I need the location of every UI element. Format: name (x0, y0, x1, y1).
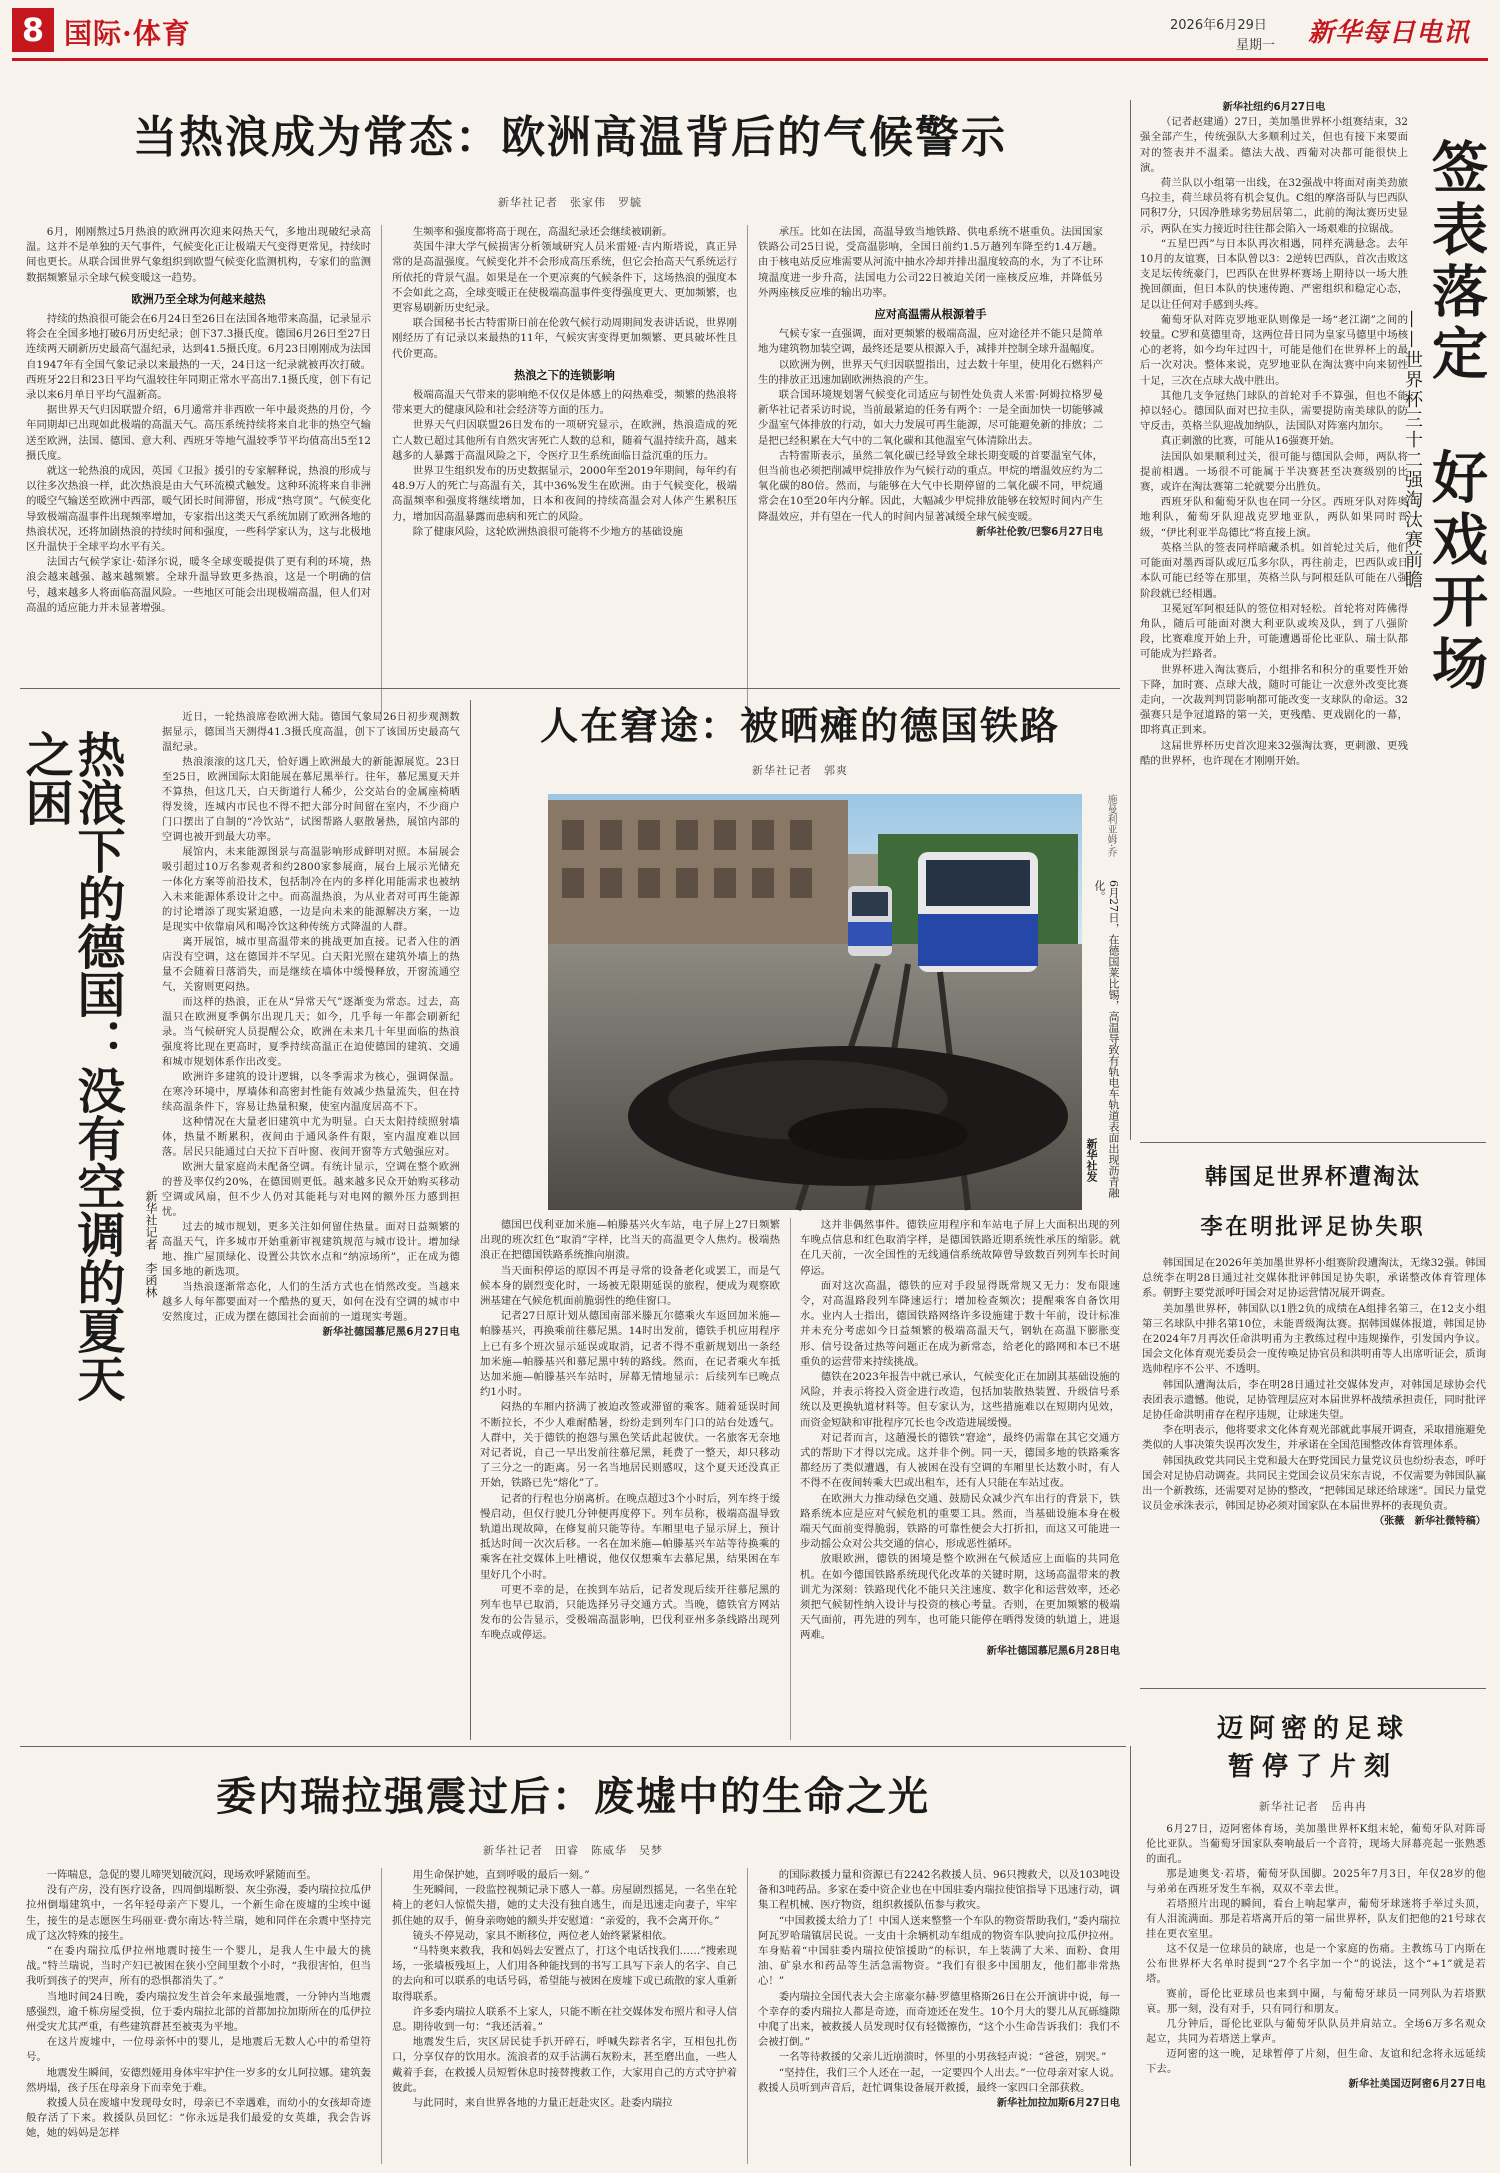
paragraph: 6月27日，迈阿密体育场，美加墨世界杯K组末轮，葡萄牙队对阵哥伦比亚队。当葡萄牙国家队奏响最后一个音符，现场大屏幕亮起一张熟悉的面孔。 (1146, 1824, 1486, 1865)
paragraph: 其他几支争冠热门球队的首轮对手不算强，但也不能掉以轻心。德国队面对巴拉圭队，需要提防南美球队的防守反击，英格兰队迎战加纳队，法国队对阵塞内加尔。 (1140, 389, 1408, 433)
page-number-badge: 8 (12, 8, 54, 52)
paragraph: “坚持住，我们三个人还在一起，一定要四个人出去。”一位母亲对家人说。救援人员听到声音后，赶忙调集设备展开救援，最终一家四口全部获救。 (758, 2066, 1120, 2094)
paragraph: 而这样的热浪，正在从“异常天气”逐渐变为常态。过去，高温只在欧洲夏季偶尔出现几天；如今，几乎每一年都会刷新纪录。当气候研究人员提醒公众，欧洲在未来几十年里面临的热浪强度将比现在更高时，夏季持续高温正在迫使德国的建筑、交通和城市规划体系作出改变。 (162, 997, 460, 1068)
paragraph: 没有产房，没有医疗设备，四周倒塌断裂、灰尘弥漫，委内瑞拉拉瓜伊拉州倒塌建筑中，一名年轻母亲产下婴儿，一个新生命在废墟的尘埃中诞生，接生的是志愿医生玛丽亚·费尔南达·特兰瑞，她和同伴在余震中坚持完成了这次特殊的接生。 (26, 1884, 371, 1942)
paragraph: 荷兰队以小组第一出线，在32强战中将面对南美劲旅乌拉圭，荷兰球员将有机会复仇。C组的摩洛哥队与巴西队同积7分，只因净胜球劣势屈居第二，此前的淘汰赛历史显示，两队在实力接近时往往都会陷入一场艰难的拉锯战。 (1140, 177, 1408, 235)
korea-subheadline: 李在明批评足协失职 (1200, 1214, 1426, 1240)
dateline: （张薇 新华社微特稿） (1373, 1516, 1486, 1528)
subheading: 热浪之下的连锁影响 (514, 368, 615, 382)
dateline: 新华社纽约6月27日电 (1222, 102, 1326, 113)
paragraph: 若塔照片出现的瞬间，看台上响起掌声，葡萄牙球迷将手举过头顶，有人泪流满面。那是若塔离开后的第一届世界杯，队友们把他的21号球衣挂在更衣室里。 (1146, 1899, 1486, 1940)
paragraph: （记者赵建通）27日，美加墨世界杯小组赛结束，32强全部产生，传统强队大多顺利过关，但也有接下来要面对的签表并不温柔。德法大战、西葡对决都可能很快上演。 (1140, 116, 1408, 174)
dateline: 新华社德国慕尼黑6月27日电 (322, 1327, 460, 1338)
venezuela-divider-2 (747, 1868, 748, 2164)
rail-divider (790, 1218, 791, 1740)
paragraph: 迈阿密的这一晚，足球暂停了片刻，但生命、友谊和纪念将永远延续下去。 (1146, 2049, 1486, 2075)
paragraph: 美加墨世界杯，韩国队以1胜2负的成绩在A组排名第三，在12支小组第三名球队中排名第10位，未能晋级淘汰赛。据韩国媒体报道，韩国足协在2024年7月再次任命洪明甫为主教练过程中违规操作，引发国内争议。国会文化体育观光委员会一度传唤足协官员和洪明甫等人出席听证会，质询选帅程序不公平、不透明。 (1142, 1302, 1486, 1376)
heat-col-3 (758, 225, 1103, 715)
paragraph: 古特雷斯表示，虽然二氧化碳已经导致全球长期变暖的首要温室气体，但当前也必须把削减甲烷排放作为气候行动的重点。甲烷的增温效应约为二氧化碳的80倍。然而，与能够在大气中长期停留的二氧化碳不同，甲烷通常会在10至20年内分解。因此，大幅减少甲烷排放能够在较短时间内产生降温效应，并有望在一代人的时间内显著减缓全球气候变暖。 (758, 449, 1103, 523)
rail-col-1 (480, 1218, 780, 1740)
worldcup-subtitle: ——世界杯三十二强淘汰赛前瞻 (1402, 310, 1423, 590)
paragraph: 极端高温天气带来的影响绝不仅仅是体感上的闷热难受，频繁的热浪将带来更大的健康风险和社会经济等方面的压力。 (392, 389, 737, 417)
paragraph: 一名等待救援的父亲儿近崩溃时，怀里的小男孩轻声说：“爸爸，别哭。” (778, 2051, 1107, 2064)
paragraph: 据世界天气归因联盟介绍，6月通常并非西欧一年中最炎热的月份，今年同期却已出现如此极端的高温天气。高压系统持续将来自北非的热空气输送至欧洲，法国、德国、意大利、西班牙等地气温较季节平均值高出5至12摄氏度。 (26, 404, 371, 462)
paragraph: 当热浪逐渐常态化，人们的生活方式也在悄然改变。当越来越多人每年都要面对一个酷热的夏天，如何在没有空调的城市中安然度过，正成为摆在德国社会面前的一道现实考题。 (162, 1282, 460, 1323)
rail-col-2 (800, 1218, 1120, 1740)
issue-weekday: 星期一 (1236, 38, 1276, 53)
paragraph: 葡萄牙队对阵克罗地亚队则像是一场“老江湖”之间的较量。C罗和莫德里奇，这两位昔日同为皇家马德里中场核心的老将，如今均年过四十，可能是他们在世界杯上的最后一次对决。整体来说，克罗地亚队在淘汰赛中向来韧性十足，三次在点球大战中胜出。 (1140, 313, 1408, 387)
rail-photo-caption: 6月27日，在德国莱比锡，高温导致有轨电车轨道表面出现沥青融化。 (1093, 880, 1120, 1198)
paragraph: 气候专家一直强调，面对更频繁的极端高温，应对途径并不能只是简单地为建筑物加装空调，最终还是要从根源入手，减排并控制全球升温幅度。 (758, 328, 1103, 356)
paragraph: 的国际救援力量和资源已有2242名救援人员、96只搜救犬，以及103吨设备和3吨药品。多家在委中资企业也在中国驻委内瑞拉使馆指导下迅速行动，调集工程机械、医疗物资，组织救援队伍参与救灾。 (758, 1869, 1120, 1912)
paragraph: 赛前，哥伦比亚球员也来到中圈，与葡萄牙球员一同列队为若塔默哀。那一刻，没有对手，只有同行和朋友。 (1146, 1989, 1486, 2015)
paragraph: 李在明表示，他将要求文化体育观光部就此事展开调查，采取措施避免类似的人事决策失误再次发生，并承诺在全国范围整改体育管理体系。 (1142, 1424, 1486, 1452)
heat-col-2 (392, 225, 737, 715)
paragraph: 委内瑞拉全国代表大会主席豪尔赫·罗德里格斯26日在公开演讲中说，每一个幸存的委内瑞拉人都是奇迹，而奇迹还在发生。10个月大的婴儿从瓦砾缝隙中爬了出来，被救援人员发现时仅有轻微擦伤，“这个小生命告诉我们：我们不会被打倒。” (758, 1990, 1120, 2049)
venezuela-divider-1 (381, 1868, 382, 2164)
paragraph: 一阵喘息，急促的婴儿啼哭划破沉闷，现场欢呼紧随而至。 (46, 1869, 317, 1881)
heat-col-1 (26, 225, 371, 715)
paragraph: 以欧洲为例，世界天气归因联盟指出，过去数十年里，使用化石燃料产生的排放正迅速加剧欧洲热浪的产生。 (758, 358, 1103, 386)
paragraph: 与此同时，来自世界各地的力量正赶赴灾区。赴委内瑞拉 (412, 2097, 673, 2110)
dateline: 新华社德国慕尼黑6月28日电 (986, 1645, 1120, 1657)
venezuela-byline: 新华社记者 田睿 陈威华 吴梦 (483, 1844, 663, 1857)
paragraph: 承压。比如在法国，高温导致当地铁路、供电系统不堪重负。法国国家铁路公司25日说，受高温影响，全国日前约1.5万趟列车降至约1.4万趟。由于核电站反应堆需要从河流中抽水冷却并排出温度较高的水，为了不让环境温度进一步升高，法国电力公司22日被迫关闭一座核反应堆，并降低另外两座核反应堆的输出功率。 (758, 226, 1103, 299)
paragraph: 那是迪奥戈·若塔，葡萄牙队国脚。2025年7月3日，年仅28岁的他与弟弟在西班牙发生车祸，双双不幸去世。 (1146, 1869, 1486, 1895)
heat-divider-2 (747, 225, 748, 715)
rail-photo-art (548, 794, 1082, 1210)
heat-byline: 新华社记者 张家伟 罗毓 (498, 196, 642, 209)
paragraph: 欧洲许多建筑的设计逻辑，以冬季需求为核心，强调保温。在寒冷环境中，厚墙体和高密封性能有效减少热量流失，但在持续高温条件下，容易让热量积聚，使室内温度居高不下。 (162, 1072, 460, 1113)
rail-byline: 新华社记者 郭爽 (752, 764, 848, 777)
venezuela-top-rule (20, 1746, 1126, 1747)
paragraph: 法国古气候学家让·茹泽尔说，暖冬全球变暖提供了更有利的环境，热浪会越来越强、越来越频繁。全球升温导致更多热浪，这是一个明确的信号，越来越多人将面临高温风险。一些地区可能会出现极端高温，但人们对高温的适应能力并未显著增强。 (26, 556, 371, 614)
dateline: 新华社加拉加斯6月27日电 (996, 2098, 1120, 2110)
paragraph: 救援人员在废墟中发现母女时，母亲已不幸遇难，而幼小的女孩却奇迹般存活了下来。救援队员回忆：“你永远是我们最爱的女英雄，我会告诉她，她的妈妈是怎样 (26, 2097, 371, 2140)
paragraph: “五星巴西”与日本队再次相遇，同样充满悬念。去年10月的友谊赛，日本队曾以3：2逆转巴西队，首次击败这支足坛传统豪门，巴西队在世界杯赛场上期待以一场大胜挽回颜面，但日本队的快速传跑、严密组织和稳定心态，足以让任何对手感到头疼。 (1140, 237, 1408, 311)
paragraph: 地震发生瞬间，安德烈娅用身体牢牢护住一岁多的女儿阿拉娜。建筑轰然坍塌，孩子压在母亲身下而幸免于难。 (26, 2066, 371, 2094)
korea-body (1142, 1256, 1486, 1686)
paragraph: 联合国环境规划署气候变化司适应与韧性处负责人米雷·阿姆拉格罗曼新华社记者采访时说，当前最紧迫的任务有两个：一是全面加快一切能够减少温室气体排放的行动，如大力发展可再生能源，尽可能避免新的排放；二是把已经积累在大气中的二氧化碳和其他温室气体清除出去。 (758, 389, 1103, 447)
paragraph: 这种情况在大量老旧建筑中尤为明显。白天太阳持续照射墙体，热量不断累积，夜间由于通风条件有限，室内温度难以回落。居民只能通过白天拉下百叶窗、夜间开窗等方式勉强应对。 (162, 1117, 460, 1158)
paragraph: 就这一轮热浪的成因，英国《卫报》援引的专家解释说，热浪的形成与以往多次热浪一样，此次热浪是由大气环流模式触发。这种环流将来自非洲的暖空气输送至欧洲中西部，暖气团长时间滞留，形成“热穹顶”。气候变化导致极端高温事件出现频率增加，专家指出这类天气系统加剧了欧洲各地的热浪状况，还将加剧热浪的持续时间和强度，一些科学家认为，这与北极地区升温快于全球平均水平有关。 (26, 465, 371, 554)
paragraph: “马特奥来救我，我和妈妈去安置点了，打这个电话找我们……”搜索现场，一张墙板残垣上，人们用各种能找到的书写工具写下亲人的名字、自己的去向和可以联系的电话号码，希望能与被困在废墟下或已疏散的家人重新取得联系。 (392, 1945, 737, 2003)
paragraph: 西班牙队和葡萄牙队也在同一分区。西班牙队对阵奥地利队，葡萄牙队迎战克罗地亚队，两队如果同时晋级，“伊比利亚半岛德比”将直接上演。 (1140, 496, 1408, 539)
paragraph: 6月，刚刚熬过5月热浪的欧洲再次迎来闷热天气，多地出现破纪录高温。这并不是单独的天气事件，气候变化正让极端天气变得更常见，持续时间也更长。从联合国世界气象组织到欧盟气候变化监测机构，专家们的监测数据频繁显示全球气候变暖这一趋势。 (26, 226, 371, 284)
korea-top-rule (1140, 1142, 1486, 1143)
paragraph: 在这片废墟中，一位母亲怀中的婴儿，是地震后无数人心中的希望符号。 (26, 2036, 371, 2064)
paragraph: 持续的热浪很可能会在6月24日至26日在法国各地带来高温，记录显示将会在全国多地打破6月历史纪录；创下37.3摄氏度。德国6月26日至27日连续两天刷新历史最高气温纪录，达到41.5摄氏度。6月23日刚刚成为法国自1947年有全国气象记录以来最热的一天，24日这一纪录就被再次打破。西班牙22日和23日平均气温较往年同期正常水平高出7.1摄氏度，创下有记录以来6月单日平均气温新高。 (26, 313, 371, 402)
worldcup-title: 签表落定 好戏开场 (1423, 138, 1489, 696)
paragraph: 记者的行程也分崩离析。在晚点超过3个小时后，列车终于缓慢启动，但仅行驶几分钟便再度停下。列车员称，极端高温导致轨道出现故障，在修复前只能等待。车厢里电子显示屏上，预计抵达时间一次次后移。一名在加米施—帕滕基兴车站等待换乘的乘客在社交媒体上吐槽说，他仅仅想乘车去慕尼黑，结果困在车里好几个小时。 (480, 1492, 780, 1581)
paragraph: 世界杯进入淘汰赛后，小组排名和积分的重要性开始下降，加时赛、点球大战，随时可能让一次意外改变比赛走向，一次裁判判罚影响都可能改变一支球队的命运。32强赛只是争冠道路的第一关，更残酷、更戏剧化的一幕，即将真正到来。 (1140, 663, 1408, 737)
miami-headline-2: 暂停了片刻 (1227, 1752, 1398, 1782)
right-column-rule (1130, 100, 1131, 1140)
paragraph: 除了健康风险，这轮欧洲热浪很可能将不少地方的基础设施 (412, 525, 683, 538)
paragraph: 德铁在2023年报告中就已承认，气候变化正在加剧其基础设施的风险，并表示将投入资金进行改造，包括加装散热装置、升级信号系统以及更换轨道材料等。但专家认为，这些措施难以在短期内见效，而资金短缺和审批程序冗长也令改造进展缓慢。 (800, 1371, 1120, 1429)
paragraph: 闷热的车厢内挤满了被迫改签或滞留的乘客。随着延误时间不断拉长，不少人难耐酷暑，纷纷走到列车门口的站台处透气。人群中，关于德铁的抱怨与黑色笑话此起彼伏。一名旅客无奈地对记者说，自己一早出发前往慕尼黑，耗费了一整天，却只移动了三分之一的距离。另一名当地居民则感叹，这个夏天还没真正开始，铁路已先“熔化”了。 (480, 1401, 780, 1490)
venezuela-col-1 (26, 1868, 371, 2164)
paragraph: 德国巴伐利亚加米施—帕滕基兴火车站，电子屏上27日频繁出现的班次红色“取消”字样，比当天的高温更令人焦灼。极端热浪正在把德国铁路系统推向崩溃。 (480, 1219, 780, 1262)
masthead (0, 0, 1500, 62)
paragraph: “中国救援太给力了！中国人送来整整一个车队的物资帮助我们，”委内瑞拉阿瓦罗哈瑞镇居民说。一支由十余辆机动车组成的物资车队驶向拉瓜伊拉州。车身贴着“中国驻委内瑞拉使馆援助”的标识，车上装满了大米、面粉、食用油、矿泉水和药品等生活急需物资。“我们有很多中国朋友，他们都非常热心！” (758, 1914, 1120, 1988)
heat-bottom-rule (20, 688, 1120, 689)
subheading: 应对高温需从根源着手 (874, 308, 987, 322)
venezuela-col-2 (392, 1868, 737, 2164)
paragraph: 许多委内瑞拉人联系不上家人，只能不断在社交媒体发布照片和寻人信息。期待收到一句：“我还活着。” (392, 2005, 737, 2034)
paragraph: 英格兰队的签表同样暗藏杀机。如首轮过关后，他们可能面对墨西哥队或厄瓜多尔队，再往前走，巴西队或日本队可能已经等在那里，英格兰队与阿根廷队可能在八强阶段就已经相遇。 (1140, 541, 1408, 600)
dateline: 新华社伦敦/巴黎6月27日电 (976, 526, 1103, 538)
paragraph: 韩国队遭淘汰后，李在明28日通过社交媒体发声，对韩国足球协会代表团表示遗憾。他说，足协管理层应对本届世界杯战绩承担责任，同时批评足协任命洪明甫存在程序违规，让球迷失望。 (1142, 1378, 1486, 1422)
paragraph: 展馆内，未来能源图景与高温影响形成鲜明对照。本届展会吸引超过10万名参观者和约2800家参展商，展台上展示光储充一体化方案等前沿技术，包括制冷在内的多样化用能需求也被纳入未来能源体系设计之中。而高温热浪，为从业者对可再生能源的讨论增添了现实紧迫感，一边是向未来的能源解决方案，一边是现实中依靠扇风和喝冷饮这种传统方式降温的人群。 (162, 847, 460, 933)
paragraph: 当地时间24日晚，委内瑞拉发生首会年来最强地震，一分钟内当地震感强烈，逾千栋房屋受损，位于委内瑞拉北部的首都加拉加斯所在的瓜伊拉州受灾尤其严重，有些建筑群甚至被夷为平地。 (26, 1990, 371, 2034)
paper-logo: 新华每日电讯 (1308, 18, 1471, 48)
paragraph: 真正刺激的比赛，可能从16强赛开始。 (1160, 435, 1341, 448)
paragraph: 韩国执政党共同民主党和最大在野党国民力量党议员也纷纷表态，呼吁国会对足协启动调查。共同民主党国会议员宋东吉说，不仅需要为韩国队赢出一个新教练，还需要对足协的整改，“把韩国足球还给球迷”。国民力量党议员金承洙表示，韩国足协必须对国家队在本届世界杯的表现负责。 (1142, 1454, 1486, 1513)
miami-top-rule (1140, 1688, 1486, 1689)
germany-heat-rule (470, 700, 471, 1740)
miami-body (1146, 1822, 1486, 2166)
paragraph: 在欧洲大力推动绿色交通、鼓励民众减少汽车出行的背景下，铁路系统本应是应对气候危机的重要工具。然而，当基础设施本身在极端天气面前变得脆弱，铁路的可靠性便会大打折扣，而这又可能进一步动摇公众对公共交通的信心，形成恶性循环。 (800, 1492, 1120, 1551)
section-name: 国际·体育 (64, 17, 191, 50)
paragraph: 几分钟后，哥伦比亚队与葡萄牙队队员并肩站立。全场6万多名观众起立，共同为若塔送上掌声。 (1146, 2019, 1486, 2045)
paragraph: 面对这次高温，德铁的应对手段显得既常规又无力：发布限速令，对高温路段列车降速运行；增加检查频次；提醒乘客自备饮用水。业内人士指出，德国铁路网络许多设施建于数十年前，设计标准并未充分考虑如今日益频繁的极端高温天气，钢轨在高温下膨胀变形、信号设备过热等问题正在成为新常态，给老化的路网和本已不堪重负的运营带来持续挑战。 (800, 1279, 1120, 1368)
miami-byline: 新华社记者 岳冉冉 (1259, 1800, 1367, 1813)
paragraph: 生频率和强度都将高于现在，高温纪录还会继续被刷新。 (412, 226, 673, 238)
rail-headline: 人在窘途：被晒瘫的德国铁路 (539, 703, 1060, 748)
paragraph: 英国牛津大学气候损害分析领域研究人员米雷娅·吉内斯塔说，真正异常的是高温强度。气候变化并不会形成高压系统，但它会抬高天气系统运行所依托的背景气温。如果是在一个更凉爽的气候条件下，这场热浪的强度本不会如此之高，全球变暖正在使极端高温事件变得强度更大、更加频繁，也更容易刷新历史纪录。 (392, 241, 737, 315)
paragraph: 离开展馆，城市里高温带来的挑战更加直接。记者入住的酒店没有空调，这在德国并不罕见。白天阳光照在建筑外墙上的热量不会随着日落消失，而是继续在墙体中缓慢释放，开窗流通空气，关窗则更闷热。 (162, 937, 460, 993)
paragraph: 欧洲大量家庭尚未配备空调。有统计显示，空调在整个欧洲的普及率仅约20%，在德国则更低。越来越多民众开始购买移动空调或风扇，但不少人仍对其能耗与对电网的额外压力感到担忧。 (162, 1162, 460, 1218)
paragraph: 法国队如果顺利过关，很可能与德国队会师，两队将提前相遇。一场很不可能属于半决赛甚至决赛级别的比赛，或许在淘汰赛第二轮就要分出胜负。 (1140, 450, 1408, 494)
heat-headline: 当热浪成为常态：欧洲高温背后的气候警示 (133, 112, 1007, 163)
venezuela-headline: 委内瑞拉强震过后：废墟中的生命之光 (216, 1773, 930, 1820)
venezuela-col-3 (758, 1868, 1120, 2164)
paragraph: 这不仅是一位球员的缺席，也是一个家庭的伤痛。主教练马丁内斯在公布世界杯大名单时提到“27个名字加一个”的说法，这个“+1”就是若塔。 (1146, 1944, 1486, 1985)
miami-headline-1: 迈阿密的足球 (1216, 1714, 1409, 1744)
paragraph: 这并非偶然事件。德铁应用程序和车站电子屏上大面积出现的列车晚点信息和红色取消字样，是德国铁路近期系统性承压的缩影。就在几天前，一次全国性的无线通信系统故障曾导致数百列列车长时间停运。 (800, 1219, 1120, 1277)
paragraph: 记者27日原计划从德国南部米滕瓦尔德乘火车返回加米施—帕滕基兴，再换乘前往慕尼黑。14时出发前，德铁手机应用程序上已有多个班次显示延误或取消，记者不得不重新规划出一条经加米施—帕滕基兴和慕尼黑中转的路线。然而，在记者乘火车抵达加米施—帕滕基兴车站时，屏幕无情地显示：后续列车已晚点约1小时。 (480, 1310, 780, 1399)
paragraph: 联合国秘书长古特雷斯日前在伦敦气候行动周期间发表讲话说，世界刚刚经历了有记录以来最热的11年，气候灾害变得更加频繁、更具破坏性且代价更高。 (392, 317, 737, 360)
issue-date: 2026年6月29日 (1170, 18, 1267, 33)
rail-photo-credit-sub: 施曼利亚姆·乔 (1105, 794, 1116, 858)
dateline: 新华社美国迈阿密6月27日电 (1348, 2079, 1486, 2090)
paragraph: 用生命保护她，直到呼吸的最后一刻。” (412, 1869, 590, 1881)
rail-photo (548, 794, 1082, 1210)
paragraph: 世界天气归因联盟26日发布的一项研究显示，在欧洲，热浪造成的死亡人数已超过其他所有自然灾害死亡人数的总和，随着气温持续升高，越来越多的人暴露于高温风险之下，令医疗卫生系统面临日益沉重的压力。 (392, 419, 737, 462)
paragraph: 对记者而言，这趟漫长的德铁“窘途”，最终仍需靠在其它交通方式的帮助下才得以完成。这并非个例。同一天，德国多地的铁路乘客都经历了类似遭遇，有人被困在没有空调的车厢里长达数小时，有人不得不在夜间转乘大巴或出租车，还有人只能在车站过夜。 (800, 1431, 1120, 1490)
worldcup-body (1140, 100, 1408, 1138)
paragraph: 可更不幸的是，在挨到车站后，记者发现后续开往慕尼黑的列车也早已取消，只能选择另寻交通方式。当晚，德铁官方网站发布的公告显示，受极端高温影响，巴伐利亚州多条线路出现列车晚点或停运。 (480, 1583, 780, 1642)
heat-divider-1 (381, 225, 382, 715)
korea-headline: 韩国足世界杯遭淘汰 (1204, 1164, 1421, 1190)
paragraph: 地震发生后，灾区居民徒手扒开碎石，呼喊失踪者名字，互相包扎伤口，分享仅存的饮用水。流浪者的双手沾满石灰粉末，甚至磨出血，一些人戴着手套，在救援人员短暂休息时接替搜救工作，大家用自己的方式守护着彼此。 (392, 2036, 737, 2094)
paragraph: 放眼欧洲，德铁的困境是整个欧洲在气候适应上面临的共同危机。在如今德国铁路系统现代化改革的关键时期，这场高温带来的教训尤为深刻：铁路现代化不能只关注速度、数字化和运营效率，还必须把气候韧性纳入设计与投资的核心考量。否则，在更加频繁的极端天气面前，再先进的列车，也可能只能停在晒得发烫的轨道上，进退两难。 (800, 1553, 1120, 1642)
paragraph: 过去的城市规划，更多关注如何留住热量。面对日益频繁的高温天气，许多城市开始重新审视建筑规范与城市设计。增加绿地、推广屋顶绿化、设置公共饮水点和“纳凉场所”，正在成为德国多地的新选项。 (162, 1222, 460, 1278)
germany-heat-body (162, 710, 460, 1738)
masthead-rule (12, 58, 1488, 61)
paragraph: 当天面积停运的原因不再是寻常的设备老化或罢工，而是气候本身的剧烈变化时，一场被无限期延误的旅程，便成为观察欧洲基建在气候危机面前脆弱性的绝佳窗口。 (480, 1264, 780, 1308)
paragraph: “在委内瑞拉瓜伊拉州地震时接生一个婴儿，是我人生中最大的挑战。”特兰瑞说，当时产妇已被困在狭小空间里数个小时，“我很害怕，但当我听到孩子的哭声，所有的恐惧都消失了。” (26, 1945, 371, 1988)
germany-heat-byline: 新华社记者 李函林 (144, 1190, 158, 1298)
paragraph: 世界卫生组织发布的历史数据显示，2000年至2019年期间，每年约有48.9万人的死亡与高温有关，其中36%发生在欧洲。由于气候变化，极端高温频率和强度将继续增加，日本和夜间的持续高温会对人体产生累积压力，增加因高温暴露而患病和死亡的风险。 (392, 465, 737, 523)
paragraph: 卫冕冠军阿根廷队的签位相对轻松。首轮将对阵佛得角队，随后可能面对澳大利亚队或埃及队，到了八强阶段，比赛难度开始上升，可能遭遇哥伦比亚队、瑞士队都可能成为拦路者。 (1140, 602, 1408, 661)
paragraph: 这届世界杯历史首次迎来32强淘汰赛，更刺激、更残酷的世界杯，也许现在才刚刚开始。 (1140, 739, 1408, 767)
paragraph: 生死瞬间，一段监控视频记录下感人一幕。房屋剧烈摇晃，一名坐在轮椅上的老妇人惊慌失措，她的丈夫没有独自逃生，而是迅速走向妻子，牢牢抓住她的双手，俯身亲吻她的额头并安慰道：“亲爱的，我不会离开你。” (392, 1884, 737, 1927)
paragraph: 镜头不停晃动，家具不断移位，两位老人始终紧紧相依。 (412, 1929, 673, 1942)
paragraph: 韩国国足在2026年美加墨世界杯小组赛阶段遭淘汰，无缘32强。韩国总统李在明28日通过社交媒体批评韩国足协失职，承诺整改体育管理体系。朝野主要党派呼吁国会对足协运营情况展开调查。 (1142, 1257, 1486, 1300)
paragraph: 近日，一轮热浪席卷欧洲大陆。德国气象局26日初步观测数据显示，德国当天测得41.3摄氏度高温，创下了该国历史最高气温纪录。 (162, 712, 460, 753)
subheading: 欧洲乃至全球为何越来越热 (131, 292, 266, 306)
bottom-right-rule (1130, 1746, 1131, 2166)
rail-photo-credit: 新华社发 (1085, 1138, 1098, 1182)
germany-heat-title: 热浪下的德国：没有空调的夏天之困 (17, 730, 125, 1402)
paragraph: 热浪滚滚的这几天，恰好遇上欧洲最大的新能源展览。23日至25日，欧洲国际太阳能展在慕尼黑举行。往年，慕尼黑夏天并不算热，但这几天，白天街道行人稀少，公交站台的金属座椅晒得发烫，连城内市民也不得不把大部分时间留在室内，不少商户门口摆出了自制的“冷饮站”，试图帮路人驱散暑热，展馆内部的空调也被开到最大功率。 (162, 757, 460, 843)
